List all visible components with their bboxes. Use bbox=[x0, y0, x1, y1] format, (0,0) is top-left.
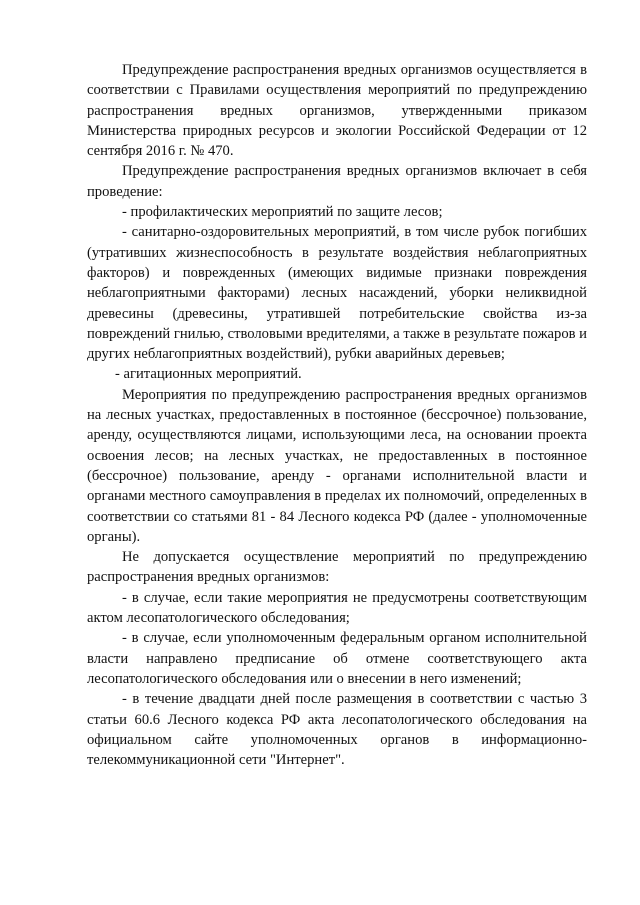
paragraph-legal-basis: Предупреждение распространения вредных организмов осуществляется в соответствии с Правилами осуществления мероприятий по предупреждению распространения вредных организмов, утвержденными приказом Министерства природных ресурсов и экологии Российской Федерации от 12 сентября 2016 г. № 470. bbox=[87, 62, 587, 160]
list-item-sanitary-measures: - санитарно-оздоровительных мероприятий, в том числе рубок погибших (утративших жизнеспособность в результате воздействия неблагоприятных факторов) и поврежденных (имеющих видимые признаки повреждения неблагоприятными факторами) лесных насаждений, уборки неликвидной древесины (древесины, утратившей потребительские свойства из-за повреждений гнилью, стволовыми вредителями, а также в результате пожаров и других неблагоприятных воздействий), рубки аварийных деревьев; bbox=[87, 224, 587, 363]
paragraph-prevention-includes: Предупреждение распространения вредных организмов включает в себя проведение: bbox=[87, 163, 587, 200]
document-body bbox=[87, 60, 587, 770]
paragraph-not-permitted: Не допускается осуществление мероприятий по предупреждению распространения вредных организмов: bbox=[87, 549, 587, 586]
list-item-campaign-measures: - агитационных мероприятий. bbox=[115, 366, 302, 383]
list-item-preventive-measures: - профилактических мероприятий по защите лесов; bbox=[122, 204, 443, 221]
list-item-twenty-days: - в течение двадцати дней после размещения в соответствии с частью 3 статьи 60.6 Лесного кодекса РФ акта лесопатологического обследования на официальном сайте уполномоченных органов в информационно-телекоммуникационной сети "Интернет". bbox=[87, 691, 587, 769]
list-item-not-in-survey-act: - в случае, если такие мероприятия не предусмотрены соответствующим актом лесопатологического обследования; bbox=[87, 589, 587, 627]
paragraph-responsible-parties: Мероприятия по предупреждению распространения вредных организмов на лесных участках, предоставленных в постоянное (бессрочное) пользование, аренду, осуществляются лицами, использующими леса, на основании проекта освоения лесов; на лесных участках, не предоставленных в постоянное (бессрочное) пользование, аренду - органами исполнительной власти и органами местного самоуправления в пределах их полномочий, определенных в соответствии со статьями 81 - 84 Лесного кодекса РФ (далее - уполномоченные органы). bbox=[87, 386, 587, 545]
list-item-order-to-cancel: - в случае, если уполномоченным федеральным органом исполнительной власти направлено предписание об отмене соответствующего акта лесопатологического обследования или о внесении в него изменений; bbox=[87, 630, 587, 687]
